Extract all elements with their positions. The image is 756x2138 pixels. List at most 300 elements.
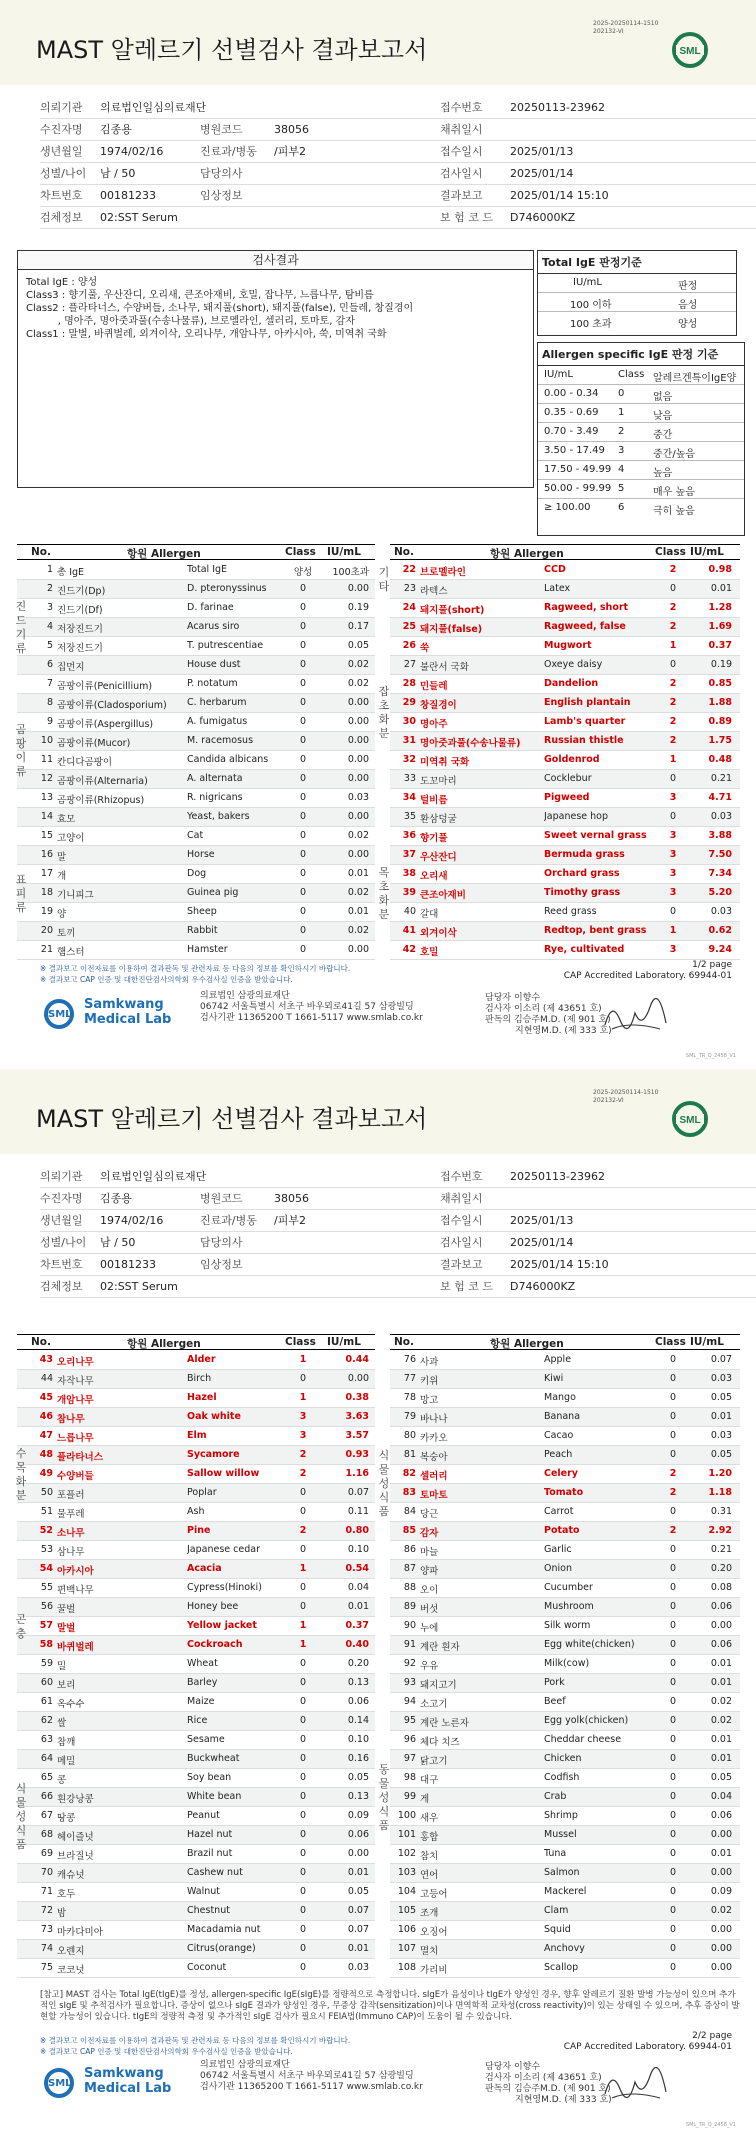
allergen-no: 33	[403, 773, 416, 784]
allergen-row	[390, 1636, 740, 1655]
info-label: 생년월일	[40, 1214, 83, 1227]
allergen-name-ko: 플라타너스	[57, 1452, 103, 1463]
category-text: 목초화분	[378, 865, 390, 921]
allergen-class: 0	[299, 1886, 307, 1897]
allergen-no: 71	[40, 1886, 53, 1897]
allergen-no: 19	[40, 906, 53, 917]
allergen-class: 0	[299, 868, 307, 879]
allergen-no: 4	[46, 621, 53, 632]
info-label: 접수번호	[440, 101, 483, 114]
allergen-row	[17, 713, 375, 732]
allergen-no: 50	[40, 1487, 53, 1498]
allergen-no: 34	[402, 792, 416, 803]
allergen-name-en: Rabbit	[187, 925, 218, 936]
info-row	[40, 1210, 756, 1232]
allergen-row	[390, 599, 740, 618]
table-header-iu: IU/mL	[327, 1336, 361, 1348]
allergen-name-en: Peanut	[187, 1810, 220, 1821]
allergen-row	[390, 637, 740, 656]
info-label: 검사일시	[440, 1236, 483, 1249]
allergen-class: 2	[669, 678, 677, 689]
allergen-name-en: English plantain	[544, 697, 631, 708]
allergen-class: 2	[669, 697, 677, 708]
allergen-no: 98	[403, 1772, 416, 1783]
info-row	[40, 141, 756, 163]
allergen-name-en: Apple	[544, 1354, 572, 1365]
allergen-name-en: Russian thistle	[544, 735, 624, 746]
allergen-no: 88	[403, 1582, 416, 1593]
allergen-row	[17, 1959, 375, 1978]
allergen-name-ko: 미역취 국화	[420, 757, 470, 768]
allergen-no: 94	[403, 1696, 416, 1707]
allergen-iu: 0.37	[345, 1620, 369, 1631]
info-value-specimen: 02:SST Serum	[100, 211, 178, 224]
allergen-name-en: Mugwort	[544, 640, 592, 651]
allergen-class: 0	[299, 906, 307, 917]
info-value-birth: 1974/02/16	[100, 145, 164, 158]
allergen-iu: 0.00	[347, 849, 369, 860]
allergen-name-ko: 곰팡이류(Aspergillus)	[57, 719, 154, 730]
allergen-iu: 0.01	[347, 906, 369, 917]
allergen-name-ko: 돼지풀(false)	[420, 624, 483, 635]
allergen-name-ko: 라텍스	[420, 586, 448, 597]
allergen-no: 105	[397, 1905, 416, 1916]
allergen-no: 31	[402, 735, 416, 746]
report-header	[0, 1069, 756, 1154]
allergen-no: 95	[403, 1715, 416, 1726]
allergen-name-ko: 셀러리	[420, 1471, 448, 1482]
allergen-class: 0	[299, 640, 307, 651]
allergen-row	[17, 1560, 375, 1579]
allergen-class: 0	[299, 1506, 307, 1517]
allergen-class: 0	[669, 1810, 677, 1821]
allergen-row	[17, 637, 375, 656]
allergen-class: 0	[669, 659, 677, 670]
allergen-row	[390, 1674, 740, 1693]
allergen-no: 13	[40, 792, 53, 803]
allergen-row	[17, 1940, 375, 1959]
allergen-no: 36	[402, 830, 416, 841]
allergen-iu: 0.05	[347, 1772, 369, 1783]
allergen-no: 65	[40, 1772, 53, 1783]
allergen-class: 2	[669, 1487, 677, 1498]
table-header-allergen: 항원 Allergen	[490, 1338, 564, 1350]
allergen-class: 0	[669, 1791, 677, 1802]
allergen-name-en: Tuna	[544, 1848, 567, 1859]
allergen-row	[390, 865, 740, 884]
allergen-no: 103	[397, 1867, 416, 1878]
doc-number: 2025-20250114-1510 202132-VI	[593, 20, 659, 35]
allergen-iu: 5.20	[708, 887, 732, 898]
allergen-class: 0	[299, 792, 307, 803]
allergen-name-en: Latex	[544, 583, 571, 594]
allergen-name-ko: 저장진드기	[57, 624, 103, 635]
allergen-class: 0	[669, 583, 677, 594]
allergen-row	[17, 1674, 375, 1693]
allergen-name-en: Soy bean	[187, 1772, 232, 1783]
allergen-class: 0	[299, 1487, 307, 1498]
allergen-class: 0	[669, 1563, 677, 1574]
allergen-name-en: Ragweed, short	[544, 602, 629, 613]
allergen-iu: 0.05	[710, 1449, 732, 1460]
allergen-class: 0	[669, 1506, 677, 1517]
allergen-iu: 0.44	[345, 1354, 369, 1365]
allergen-no: 62	[40, 1715, 53, 1726]
criteria-cell: 극히 높음	[653, 506, 695, 517]
allergen-name-ko: 오리새	[420, 871, 448, 882]
allergen-row	[17, 1370, 375, 1389]
allergen-no: 81	[403, 1449, 416, 1460]
allergen-iu: 0.03	[347, 1962, 369, 1973]
allergen-row	[17, 1541, 375, 1560]
allergen-iu: 0.02	[347, 830, 369, 841]
allergen-row	[390, 1731, 740, 1750]
allergen-class: 0	[669, 1582, 677, 1593]
allergen-name-ko: 쑥	[420, 643, 430, 654]
allergen-class: 0	[299, 1582, 307, 1593]
allergen-no: 67	[40, 1810, 53, 1821]
allergen-class: 0	[669, 811, 677, 822]
allergen-name-en: Pigweed	[544, 792, 590, 803]
allergen-name-en: Beef	[544, 1696, 566, 1707]
allergen-iu: 0.40	[345, 1639, 369, 1650]
allergen-iu: 0.03	[710, 1430, 732, 1441]
allergen-no: 92	[403, 1658, 416, 1669]
allergen-class: 0	[669, 1392, 677, 1403]
category-text: 곰팡이류	[15, 723, 27, 778]
allergen-no: 15	[40, 830, 53, 841]
table-header	[390, 544, 740, 560]
allergen-class: 2	[669, 1525, 677, 1536]
sml-logo-icon	[670, 30, 710, 70]
allergen-name-en: CCD	[544, 564, 566, 575]
allergen-iu: 0.54	[345, 1563, 369, 1574]
signature-stamp-icon	[600, 2064, 670, 2104]
allergen-class: 0	[299, 1791, 307, 1802]
allergen-name-ko: 홍합	[420, 1832, 439, 1843]
allergen-no: 5	[46, 640, 53, 651]
allergen-name-ko: 오징어	[420, 1927, 448, 1938]
allergen-name-ko: 편백나무	[57, 1585, 94, 1596]
allergen-name-en: Coconut	[187, 1962, 227, 1973]
allergen-iu: 0.19	[347, 602, 369, 613]
allergen-row	[390, 922, 740, 941]
criteria-cell: 매우 높음	[653, 487, 695, 498]
logo-mark: SML	[48, 1009, 72, 1020]
allergen-row	[17, 770, 375, 789]
allergen-iu: 1.20	[708, 1468, 732, 1479]
allergen-name-en: Cockroach	[187, 1639, 243, 1650]
allergen-iu: 0.00	[347, 1848, 369, 1859]
allergen-class: 2	[669, 716, 677, 727]
allergen-no: 23	[403, 583, 416, 594]
allergen-iu: 1.16	[345, 1468, 369, 1479]
allergen-name-en: Ragweed, false	[544, 621, 626, 632]
allergen-name-en: Chicken	[544, 1753, 582, 1764]
allergen-no: 99	[403, 1791, 416, 1802]
allergen-no: 45	[39, 1392, 53, 1403]
allergen-class: 0	[669, 1354, 677, 1365]
allergen-name-en: Buckwheat	[187, 1753, 240, 1764]
criteria-row	[538, 442, 744, 461]
allergen-class: 0	[299, 659, 307, 670]
category-label	[15, 1355, 27, 1594]
allergen-iu: 0.01	[347, 1867, 369, 1878]
result-box	[17, 250, 534, 488]
company-name: Samkwang Medical Lab	[84, 2066, 172, 2096]
allergen-name-en: Hazel nut	[187, 1829, 233, 1840]
allergen-no: 82	[402, 1468, 416, 1479]
allergen-class: 0	[299, 811, 307, 822]
allergen-row	[390, 580, 740, 599]
allergen-row	[390, 1484, 740, 1503]
info-label: 결과보고	[440, 189, 483, 202]
allergen-name-ko: 자작나무	[57, 1376, 94, 1387]
info-value-test-date: 2025/01/14	[510, 167, 574, 180]
allergen-row	[17, 1845, 375, 1864]
allergen-name-en: Dandelion	[544, 678, 599, 689]
allergen-iu: 0.08	[710, 1582, 732, 1593]
info-row	[40, 1188, 756, 1210]
criteria-cell: 1	[618, 407, 625, 418]
allergen-name-en: Walnut	[187, 1886, 221, 1897]
allergen-no: 18	[40, 887, 53, 898]
allergen-iu: 7.50	[708, 849, 732, 860]
allergen-name-en: Reed grass	[544, 906, 597, 917]
allergen-class: 2	[299, 1468, 307, 1479]
allergen-row	[17, 1750, 375, 1769]
info-label: 차트번호	[40, 1258, 83, 1271]
total-ige-criteria: Total IgE 판정기준 IU/mL 판정 100 이하 음성 100 초과 양성	[537, 250, 737, 336]
allergen-class: 0	[669, 1677, 677, 1688]
allergen-no: 100	[397, 1810, 416, 1821]
company-address: 의료법인 삼광의료재단 06742 서울특별시 서초구 바우뫼로41길 57 삼광빌딩 검사기관 11365200 T 1661-5117 www.smlab.co.kr	[200, 2060, 423, 2092]
allergen-row	[17, 1389, 375, 1408]
allergen-name-en: Candida albicans	[187, 754, 269, 765]
allergen-no: 102	[397, 1848, 416, 1859]
allergen-no: 52	[39, 1525, 53, 1536]
allergen-iu: 0.02	[710, 1696, 732, 1707]
reference-note: [참고] MAST 검사는 Total IgE(tIgE)를 정성, allergen-specific IgE(sIgE)를 정량적으로 측정합니다. sIgE가 음성이나 tIgE가 양성인 경우, 향후 알레르기 질환 발병 가능성이 있으며 추가적인 sIgE 및 추적검사가 필요합니다. 증상이 없으나 sIgE 결과가 양성인 경우, 무증상 감작(sensitization)이나 면역학적 교차성(cross reactivity)이 있는 상태일 수 있으며, 추후 증상이 발현할 가능성이 있습니다. tIgE의 정량적 측정 및 추가적인 sIgE 검사가 필요시 FEIA법(Immuno CAP)이 도움이 될 수 있습니다.	[40, 1990, 740, 2022]
allergen-no: 17	[40, 868, 53, 879]
allergen-class: 0	[299, 1658, 307, 1669]
allergen-name-ko: 포플러	[57, 1490, 85, 1501]
allergen-name-ko: 우산잔디	[420, 852, 457, 863]
allergen-name-ko: 털비름	[420, 795, 448, 806]
allergen-name-ko: 당근	[420, 1509, 439, 1520]
allergen-iu: 0.48	[708, 754, 732, 765]
category-label	[378, 603, 390, 823]
logo-mark: SML	[48, 2078, 72, 2089]
allergen-row	[17, 1484, 375, 1503]
allergen-name-ko: 땅콩	[57, 1813, 76, 1824]
allergen-row	[390, 808, 740, 827]
allergen-no: 90	[403, 1620, 416, 1631]
allergen-iu: 0.93	[345, 1449, 369, 1460]
allergen-name-ko: 마카다미아	[57, 1927, 103, 1938]
allergen-iu: 0.19	[710, 659, 732, 670]
signatures: 담당자 이향수 검사자 이소리 (제 43651 호) 판독의 김승주M.D. (제 901 호) 지현영M.D. (제 333 호)	[485, 2062, 612, 2105]
allergen-row	[17, 1826, 375, 1845]
allergen-name-en: Peach	[544, 1449, 573, 1460]
allergen-name-ko: 멸치	[420, 1946, 439, 1957]
allergen-iu: 0.80	[345, 1525, 369, 1536]
allergen-name-ko: 돼지풀(short)	[420, 605, 485, 616]
allergen-class: 0	[299, 1715, 307, 1726]
allergen-class: 1	[669, 640, 677, 651]
allergen-name-ko: 연어	[420, 1870, 439, 1881]
allergen-iu: 0.21	[710, 1544, 732, 1555]
allergen-no: 16	[40, 849, 53, 860]
allergen-no: 40	[403, 906, 416, 917]
allergen-class: 3	[669, 849, 677, 860]
category-label	[15, 831, 27, 956]
allergen-no: 39	[402, 887, 416, 898]
allergen-iu: 0.11	[347, 1506, 369, 1517]
allergen-name-ko: 복숭아	[420, 1452, 448, 1463]
allergen-name-en: Cypress(Hinoki)	[187, 1582, 262, 1593]
allergen-name-ko: 헤이즐넛	[57, 1832, 94, 1843]
allergen-iu: 0.00	[347, 811, 369, 822]
allergen-class: 3	[669, 792, 677, 803]
allergen-class: 0	[299, 716, 307, 727]
allergen-row	[390, 1693, 740, 1712]
allergen-name-en: P. notatum	[187, 678, 238, 689]
allergen-iu: 0.01	[710, 1658, 732, 1669]
allergen-row	[17, 599, 375, 618]
info-value-report-date: 2025/01/14 15:10	[510, 189, 609, 202]
allergen-class: 3	[669, 868, 677, 879]
allergen-row	[390, 1712, 740, 1731]
allergen-row	[390, 1427, 740, 1446]
allergen-no: 1	[46, 564, 53, 575]
info-label: 진료과/병동	[200, 1214, 257, 1227]
allergen-row	[17, 846, 375, 865]
footnote: ※ 결과보고 이전자료를 이용하여 결과판독 및 관련자료 등 다음의 정보를 확인하시기 바랍니다. ※ 결과보고 CAP 인증 및 대한진단검사의학회 우수검사실 인증을 받았습니다.	[40, 964, 351, 984]
allergen-row	[390, 941, 740, 960]
category-text: 잡초화분	[378, 685, 390, 740]
allergen-name-en: Potato	[544, 1525, 580, 1536]
allergen-iu: 0.04	[710, 1791, 732, 1802]
allergen-name-en: Silk worm	[544, 1620, 591, 1631]
allergen-iu: 0.07	[347, 1905, 369, 1916]
allergen-row	[17, 1655, 375, 1674]
info-value-birth: 1974/02/16	[100, 1214, 164, 1227]
criteria-cell: 3.50 - 17.49	[544, 445, 605, 456]
info-label: 접수일시	[440, 145, 483, 158]
allergen-iu: 0.01	[710, 1734, 732, 1745]
table-header-class: Class	[285, 1336, 316, 1348]
allergen-iu: 0.03	[710, 1373, 732, 1384]
info-label: 채취일시	[440, 1192, 483, 1205]
allergen-no: 96	[403, 1734, 416, 1745]
category-label	[15, 679, 27, 823]
allergen-row	[390, 1940, 740, 1959]
allergen-name-ko: 계란 노른자	[420, 1718, 469, 1729]
allergen-no: 86	[403, 1544, 416, 1555]
allergen-name-ko: 불란서 국화	[420, 662, 469, 673]
allergen-name-en: Horse	[187, 849, 215, 860]
info-label: 보 험 코 드	[440, 211, 493, 224]
allergen-class: 0	[299, 773, 307, 784]
allergen-name-en: Garlic	[544, 1544, 572, 1555]
table-header-allergen: 항원 Allergen	[490, 548, 564, 560]
allergen-class: 3	[669, 830, 677, 841]
criteria-cell: 0.35 - 0.69	[544, 407, 599, 418]
allergen-iu: 0.00	[347, 735, 369, 746]
allergen-name-ko: 아카시아	[57, 1566, 94, 1577]
allergen-row	[390, 1959, 740, 1978]
allergen-class: 0	[299, 849, 307, 860]
info-row	[40, 207, 756, 229]
allergen-no: 93	[403, 1677, 416, 1688]
allergen-iu: 0.20	[710, 1563, 732, 1574]
allergen-name-ko: 우유	[420, 1661, 439, 1672]
allergen-name-en: T. putrescentiae	[187, 640, 264, 651]
criteria-cell: 0.00 - 0.34	[544, 388, 599, 399]
allergen-name-ko: 소고기	[420, 1699, 448, 1710]
allergen-name-ko: 말	[57, 852, 67, 863]
allergen-row	[17, 1427, 375, 1446]
allergen-name-ko: 바퀴벌레	[57, 1642, 94, 1653]
svg-text:SML: SML	[679, 46, 701, 57]
allergen-class: 2	[669, 602, 677, 613]
allergen-name-en: Sycamore	[187, 1449, 240, 1460]
allergen-name-en: Cashew nut	[187, 1867, 243, 1878]
allergen-name-ko: 옥수수	[57, 1699, 85, 1710]
allergen-iu: 0.06	[710, 1639, 732, 1650]
allergen-name-en: Chestnut	[187, 1905, 230, 1916]
allergen-no: 73	[40, 1924, 53, 1935]
allergen-iu: 0.14	[347, 1715, 369, 1726]
allergen-iu: 0.06	[347, 1696, 369, 1707]
allergen-class: 1	[299, 1392, 307, 1403]
info-value-report-date: 2025/01/14 15:10	[510, 1258, 609, 1271]
allergen-name-en: Barley	[187, 1677, 218, 1688]
table-header	[17, 1334, 375, 1350]
allergen-name-en: Acacia	[187, 1563, 222, 1574]
allergen-name-en: D. pteronyssinus	[187, 583, 267, 594]
allergen-no: 56	[40, 1601, 53, 1612]
allergen-iu: 0.07	[347, 1487, 369, 1498]
allergen-iu: 0.01	[710, 1411, 732, 1422]
allergen-name-ko: 마늘	[420, 1547, 439, 1558]
allergen-name-ko: 보리	[57, 1680, 76, 1691]
allergen-table-p1-right	[378, 544, 740, 966]
criteria-row	[538, 480, 744, 499]
info-row	[40, 1166, 756, 1188]
allergen-row	[17, 884, 375, 903]
allergen-name-ko: 토마토	[420, 1490, 448, 1501]
criteria-row	[538, 385, 744, 404]
allergen-iu: 0.09	[710, 1886, 732, 1897]
allergen-iu: 0.05	[347, 640, 369, 651]
allergen-iu: 0.02	[347, 659, 369, 670]
allergen-row	[390, 561, 740, 580]
allergen-iu: 0.00	[347, 944, 369, 955]
allergen-name-en: Rye, cultivated	[544, 944, 625, 955]
report-header	[0, 0, 756, 85]
allergen-name-ko: 꿀벌	[57, 1604, 76, 1615]
info-label: 의뢰기관	[40, 101, 83, 114]
info-label: 접수일시	[440, 1214, 483, 1227]
allergen-name-ko: 곰팡이류(Rhizopus)	[57, 795, 145, 806]
info-value-chart: 00181233	[100, 1258, 156, 1271]
allergen-iu: 0.31	[710, 1506, 732, 1517]
allergen-name-ko: 곰팡이류(Mucor)	[57, 738, 131, 749]
info-value-chart: 00181233	[100, 189, 156, 202]
criteria-cell: 알레르겐특이IgE양	[653, 373, 737, 384]
